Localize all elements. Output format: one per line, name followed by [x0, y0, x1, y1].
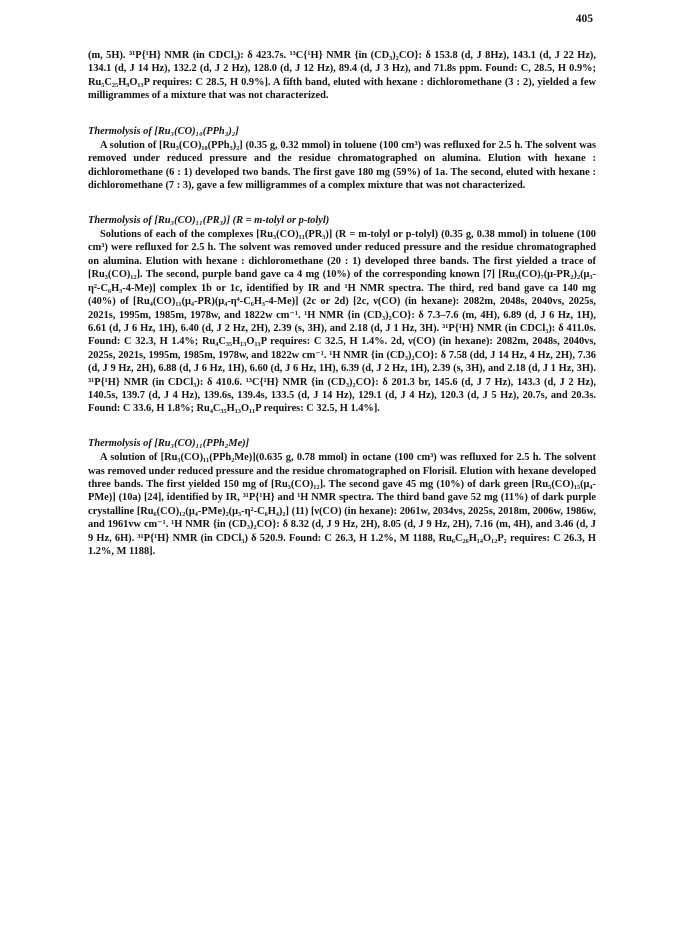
paragraph-thermolysis-pph2me: A solution of [Ru₃(CO)₁₁(PPh₂Me)](0.635 g, 0.78 mmol) in octane (100 cm³) was refluxed for 2.5 h. The solvent was removed under reduced pressure and the residue chromatographed on Florisil. Elution with hexane developed three bands. The first yielded 150 mg of [Ru₃(CO)₁₂]. The second gave 45 mg (10%) of dark green [Ru₅(CO)₁₅(μ₄-PMe)] (10a) [24], identified by IR, ³¹P{¹H} and ¹H NMR spectra. The third band gave 52 mg (11%) of dark purple crystalline [Ru₆(CO)₁₂(μ₄-PMe)₂(μ₃-η²-C₆H₄)₂] (11) [ν(CO) (in hexane): 2061w, 2034vs, 2025s, 2018m, 2006w, 1986w, and 1961vw cm⁻¹. ¹H NMR {in (CD₃)₂CO}: δ 8.32 (d, J 9 Hz, 2H), 8.05 (d, J 9 Hz, 2H), 7.16 (m, 4H), and 3.46 (d, J 9 Hz, 6H). ³¹P{¹H} NMR (in CDCl₃) δ 520.9. Found: C 26.3, H 1.2%, M 1188, Ru₆C₂₆H₁₄O₁₂P₂ requires: C 26.3, H 1.2%, M 1188].	[88, 452, 596, 557]
paragraph-thermolysis-pph3: A solution of [Ru₃(CO)₁₀(PPh₃)₂] (0.35 g, 0.32 mmol) in toluene (100 cm³) was refluxed for 2.5 h. The solvent was removed under reduced pressure and the residue chromatographed on alumina. Elution with hexane : dichloromethane (6 : 1) developed two bands. The first gave 180 mg (59%) of 1a. The second, eluted with hexane : dichloromethane (7 : 3), gave a few milligrammes of a complex mixture that was not characterized.	[88, 140, 596, 192]
section-heading-thermolysis-pph2me: Thermolysis of [Ru₃(CO)₁₁(PPh₂Me)]	[88, 437, 250, 449]
page-number: 405	[575, 13, 593, 25]
paragraph-thermolysis-tolyl: Solutions of each of the complexes [Ru₃(CO)₁₁(PR₃)] (R = m-tolyl or p-tolyl) (0.35 g, 0.38 mmol) in toluene (100 cm³) were refluxed for 2.5 h. The solvent was removed under reduced pressure and the residue chromatographed on alumina. Elution with hexane : dichloromethane (20 : 1) developed three bands. The first yielded a trace of [Ru₃(CO)₁₂]. The second, purple band gave ca 4 mg (10%) of the corresponding known [7] [Ru₃(CO)₇(μ-PR₂)₂(μ₃-η²-C₆H₃-4-Me)] complex 1b or 1c, identified by IR and ¹H NMR spectra. The third, red band gave ca 140 mg (40%) of [Ru₄(CO)₁₁(μ₄-PR)(μ₄-η⁴-C₆H₃-4-Me)] (2c or 2d) [2c, ν(CO) (in hexane): 2082m, 2048s, 2040vs, 2025s, 2021s, 1995m, 1985m, 1978w, and 1822w cm⁻¹. ¹H NMR {in (CD₃)₂CO}: δ 7.3–7.6 (m, 4H), 6.89 (d, J 6 Hz, 1H), 6.61 (d, J 6 Hz, 1H), 6.40 (d, J 2 Hz, 2H), 2.39 (s, 3H), and 2.18 (d, J 1 Hz, 3H). ³¹P{¹H} NMR (in CDCl₃): δ 411.0s. Found: C 32.3, H 1.4%; Ru₄C₃₅H₁₃O₁₁P requires: C 32.5, H 1.4%. 2d, ν(CO) (in hexane): 2082m, 2048s, 2040vs, 2025s, 2021s, 1995m, 1985m, 1978w, and 1822w cm⁻¹. ¹H NMR {in (CD₃)₂CO}: δ 7.58 (dd, J 14 Hz, 4 Hz, 2H), 7.36 (d, J 9 Hz, 2H), 6.88 (d, J 6 Hz, 1H), 6.60 (d, J 6 Hz, 1H), 6.39 (d, J 2 Hz, 1H), 2.39 (s, 3H), and 2.18 (d, J 1 Hz, 3H). ³¹P{¹H} NMR (in CDCl₃): δ 410.6. ¹³C{¹H} NMR {in (CD₃)₂CO}: δ 201.3 br, 145.6 (d, J 7 Hz), 143.3 (d, J 2 Hz), 140.5s, 139.7 (d, J 4 Hz), 139.6s, 139.4s, 133.5 (d, J 14 Hz), 129.1 (d, J 4 Hz), 120.3 (d, J 5 Hz), 20.7s, and 20.3s. Found: C 33.6, H 1.8%; Ru₄C₃₅H₁₃O₁₁P requires: C 32.5, H 1.4%].	[88, 229, 596, 415]
section-heading-thermolysis-tolyl: Thermolysis of [Ru₃(CO)₁₁(PR₃)] (R = m-tolyl or p-tolyl)	[88, 214, 330, 226]
article-body	[88, 49, 596, 558]
section-heading-thermolysis-pph3: Thermolysis of [Ru₃(CO)₁₀(PPh₃)₂]	[88, 125, 239, 137]
paragraph-band-characterization: (m, 5H). ³¹P{¹H} NMR (in CDCl₃): δ 423.7s. ¹³C{¹H} NMR {in (CD₃)₂CO}: δ 153.8 (d, J 8Hz), 143.1 (d, J 22 Hz), 134.1 (d, J 14 Hz), 132.2 (d, J 2 Hz), 128.0 (d, J 12 Hz), 89.4 (d, J 3 Hz), and 71.8s ppm. Found: C, 28.5, H 0.9%; Ru₅C₂₅H₉O₁₃P requires: C 28.5, H 0.9%]. A fifth band, eluted with hexane : dichloromethane (3 : 2), yielded a few milligrammes of a mixture that was not characterized.	[88, 50, 596, 102]
